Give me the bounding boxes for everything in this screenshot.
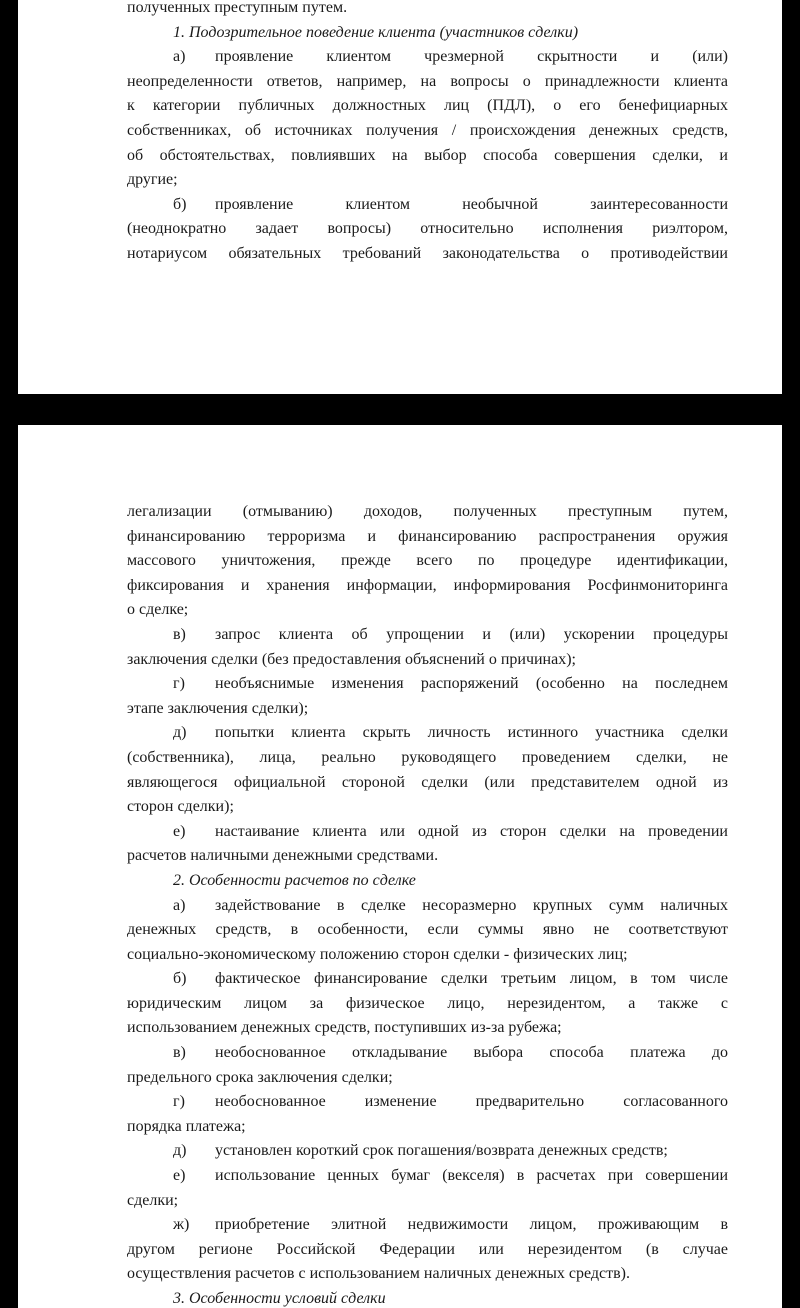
line-text: задействование в сделке несоразмерно крупных сумм наличных	[215, 896, 728, 914]
list-marker: б)	[173, 195, 187, 213]
section-heading	[127, 869, 728, 894]
text-line	[127, 21, 728, 46]
list-marker: в)	[173, 625, 186, 643]
page-text	[127, 500, 728, 1308]
line-text: 1. Подозрительное поведение клиента (участников сделки)	[173, 23, 579, 41]
list-item	[127, 721, 728, 819]
line-text: юридическим лицом за физическое лицо, нерезидентом, а также с	[127, 994, 728, 1012]
text-line	[127, 500, 728, 525]
line-text: расчетов наличными денежными средствами.	[127, 847, 439, 865]
list-item	[127, 820, 728, 869]
text-line	[127, 0, 728, 21]
list-marker: г)	[173, 1093, 185, 1111]
text-line	[127, 70, 728, 95]
line-text: использование ценных бумаг (векселя) в расчетах при совершении	[215, 1167, 728, 1185]
paragraph	[127, 500, 728, 623]
text-line	[127, 1189, 728, 1214]
line-text: другом регионе Российской Федерации или нерезидентом (в случае	[127, 1240, 728, 1258]
list-item	[127, 1041, 728, 1090]
list-item	[127, 672, 728, 721]
line-text: (собственника), лица, реально руководящего проведением сделки, не	[127, 748, 728, 766]
text-line	[127, 549, 728, 574]
list-marker: е)	[173, 822, 186, 840]
line-text: денежных средств, в особенности, если суммы явно не соответствуют	[127, 921, 728, 939]
line-text: запрос клиента об упрощении и (или) ускорении процедуры	[215, 625, 728, 643]
text-line	[127, 1016, 728, 1041]
line-text: другие;	[127, 171, 178, 189]
line-text: 3. Особенности условий сделки	[173, 1290, 386, 1307]
line-text: настаивание клиента или одной из сторон сделки на проведении	[215, 822, 728, 840]
list-marker: а)	[173, 896, 186, 914]
text-line	[127, 795, 728, 820]
line-text: проявление клиентом чрезмерной скрытности и (или)	[215, 48, 728, 66]
page-text	[127, 0, 728, 267]
line-text: являющегося официальной стороной сделки (или представителем одной из	[127, 773, 728, 791]
line-text: (неоднократно задает вопросы) относительно исполнения риэлтором,	[127, 220, 728, 238]
line-text: легализации (отмыванию) доходов, полученных преступным путем,	[127, 503, 728, 520]
line-text: финансированию терроризма и финансированию распространения оружия	[127, 527, 728, 545]
text-line	[127, 894, 728, 919]
text-line	[127, 721, 728, 746]
text-line	[127, 94, 728, 119]
line-text: о сделке;	[127, 601, 189, 619]
list-marker: в)	[173, 1044, 186, 1062]
line-text: необоснованное изменение предварительно согласованного	[215, 1093, 728, 1111]
line-text: использованием денежных средств, поступивших из-за рубежа;	[127, 1019, 562, 1037]
text-line	[127, 193, 728, 218]
text-line	[127, 525, 728, 550]
line-text: полученных преступным путем.	[127, 0, 348, 16]
list-item	[127, 1164, 728, 1213]
line-text: порядка платежа;	[127, 1117, 246, 1135]
text-line	[127, 869, 728, 894]
line-text: проявление клиентом необычной заинтересованности	[215, 195, 728, 213]
list-item	[127, 623, 728, 672]
line-text: фактическое финансирование сделки третьим лицом, в том числе	[215, 970, 728, 988]
list-item	[127, 45, 728, 193]
text-line	[127, 918, 728, 943]
line-text: осуществления расчетов с использованием наличных денежных средств).	[127, 1265, 630, 1283]
text-line	[127, 598, 728, 623]
text-line	[127, 820, 728, 845]
list-marker: б)	[173, 970, 187, 988]
text-line	[127, 1238, 728, 1263]
line-text: необъяснимые изменения распоряжений (особенно на последнем	[215, 675, 728, 693]
list-item	[127, 1139, 728, 1164]
text-line	[127, 1090, 728, 1115]
text-line	[127, 1287, 728, 1308]
line-text: установлен короткий срок погашения/возврата денежных средств;	[215, 1142, 668, 1160]
list-item	[127, 193, 728, 267]
line-text: сделки;	[127, 1191, 179, 1209]
text-line	[127, 746, 728, 771]
text-line	[127, 771, 728, 796]
paragraph	[127, 0, 728, 21]
list-marker: г)	[173, 675, 185, 693]
list-marker: д)	[173, 1142, 187, 1160]
line-text: необоснованное откладывание выбора способа платежа до	[215, 1044, 728, 1062]
list-item	[127, 967, 728, 1041]
text-line	[127, 574, 728, 599]
line-text: нотариусом обязательных требований законодательства о противодействии	[127, 244, 728, 262]
list-marker: е)	[173, 1167, 186, 1185]
text-line	[127, 943, 728, 968]
text-line	[127, 45, 728, 70]
line-text: массового уничтожения, прежде всего по процедуре идентификации,	[127, 552, 728, 570]
list-marker: а)	[173, 48, 186, 66]
document-page-2	[18, 425, 782, 1308]
text-line	[127, 119, 728, 144]
text-line	[127, 1041, 728, 1066]
line-text: неопределенности ответов, например, на вопросы о принадлежности клиента	[127, 72, 728, 90]
line-text: 2. Особенности расчетов по сделке	[173, 871, 416, 889]
list-item	[127, 1213, 728, 1287]
text-line	[127, 217, 728, 242]
list-item	[127, 894, 728, 968]
line-text: предельного срока заключения сделки;	[127, 1068, 393, 1086]
text-line	[127, 168, 728, 193]
line-text: заключения сделки (без предоставления объяснений о причинах);	[127, 650, 576, 668]
text-line	[127, 623, 728, 648]
section-heading	[127, 21, 728, 46]
text-line	[127, 648, 728, 673]
line-text: социально-экономическому положению сторон сделки - физических лиц;	[127, 945, 628, 963]
list-marker: д)	[173, 724, 187, 742]
list-marker: ж)	[173, 1216, 190, 1234]
document-page-1	[18, 0, 782, 394]
text-line	[127, 697, 728, 722]
line-text: фиксирования и хранения информации, информирования Росфинмониторинга	[127, 576, 728, 594]
text-line	[127, 144, 728, 169]
text-line	[127, 1066, 728, 1091]
line-text: приобретение элитной недвижимости лицом, проживающим в	[215, 1216, 728, 1234]
text-line	[127, 992, 728, 1017]
text-line	[127, 1139, 728, 1164]
text-line	[127, 1262, 728, 1287]
line-text: сторон сделки);	[127, 798, 234, 816]
list-item	[127, 1090, 728, 1139]
line-text: к категории публичных должностных лиц (ПДЛ), о его бенефициарных	[127, 97, 728, 115]
text-line	[127, 1164, 728, 1189]
line-text: об обстоятельствах, повлиявших на выбор способа совершения сделки, и	[127, 146, 728, 164]
text-line	[127, 1115, 728, 1140]
text-line	[127, 967, 728, 992]
line-text: попытки клиента скрыть личность истинного участника сделки	[215, 724, 728, 742]
text-line	[127, 1213, 728, 1238]
section-heading	[127, 1287, 728, 1308]
text-line	[127, 242, 728, 267]
line-text: этапе заключения сделки);	[127, 699, 309, 717]
text-line	[127, 672, 728, 697]
text-line	[127, 844, 728, 869]
line-text: собственниках, об источниках получения / происхождения денежных средств,	[127, 121, 728, 139]
